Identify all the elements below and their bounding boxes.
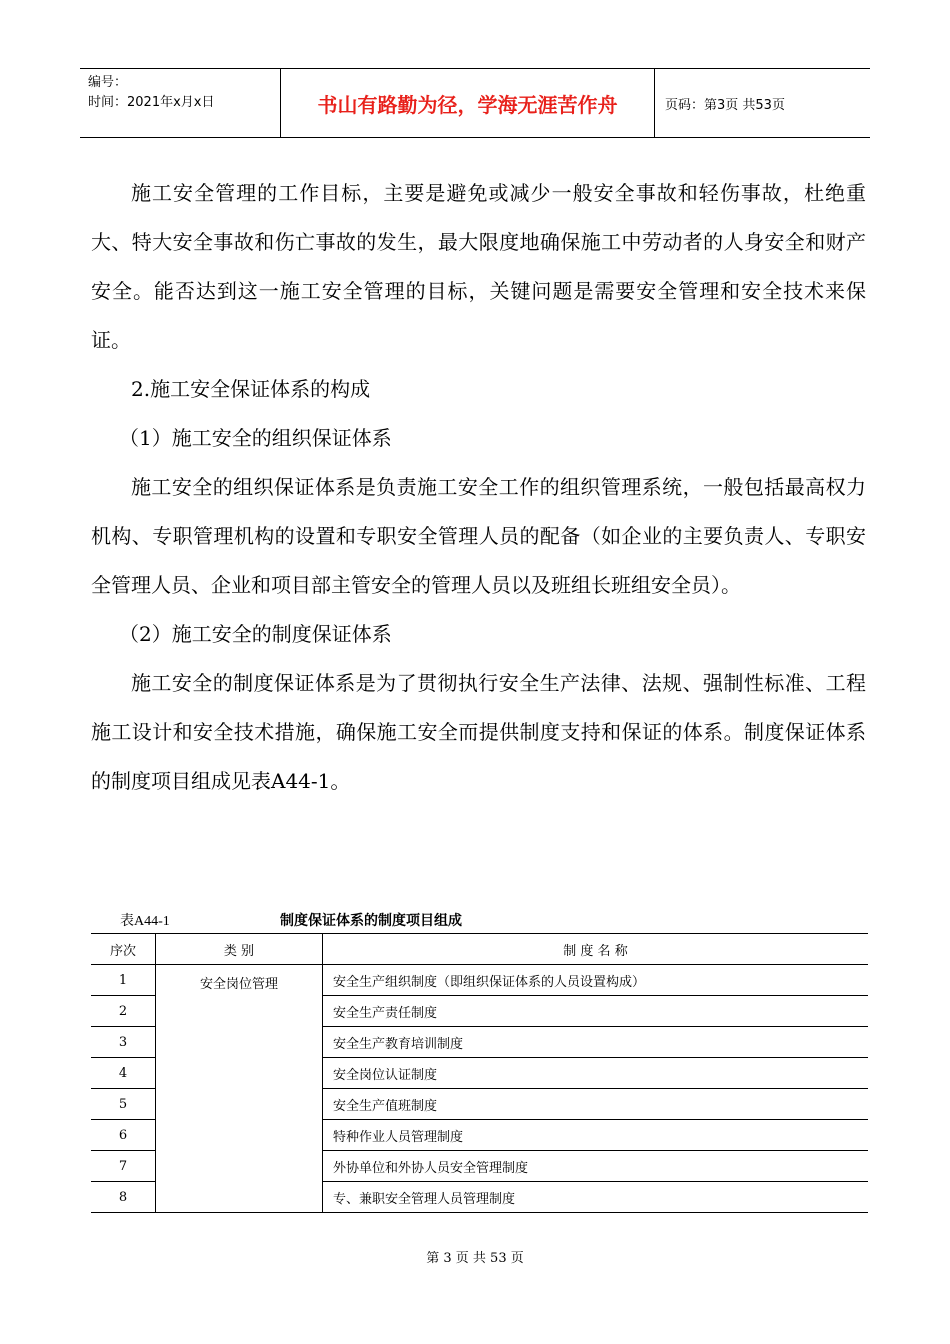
number-label: 编号： [88,75,128,90]
header-category: 类 别 [156,934,323,965]
row-name: 安全生产教育培训制度 [323,1027,869,1058]
table-label: 表A44-1 [120,914,170,929]
row-no: 8 [91,1182,156,1213]
table-caption [120,910,462,930]
row-no: 7 [91,1151,156,1182]
row-name: 专、兼职安全管理人员管理制度 [323,1182,869,1213]
page-header [80,68,870,138]
row-name: 安全生产值班制度 [323,1089,869,1120]
row-category: 安全岗位管理 [156,965,323,1213]
header-meta [80,69,281,137]
header-page-info: 页码：第3页 共53页 [665,97,785,113]
row-name: 安全生产责任制度 [323,996,869,1027]
row-no: 3 [91,1027,156,1058]
document-body [91,169,866,806]
paragraph-goal: 施工安全管理的工作目标，主要是避免或减少一般安全事故和轻伤事故，杜绝重大、特大安全事故和伤亡事故的发生，最大限度地确保施工中劳动者的人身安全和财产安全。能否达到这一施工安全管理的目标，关键问题是需要安全管理和安全技术来保证。 [91,181,866,352]
section-heading: 2.施工安全保证体系的构成 [131,377,371,401]
paragraph-system: 施工安全的制度保证体系是为了贯彻执行安全生产法律、法规、强制性标准、工程施工设计和安全技术措施，确保施工安全而提供制度支持和保证的体系。制度保证体系的制度项目组成见表A44-1。 [91,671,866,793]
row-name: 安全岗位认证制度 [323,1058,869,1089]
page-footer: 第 3 页 共 53 页 [426,1251,524,1266]
date-label: 时间：2021年x月x日 [88,95,215,110]
row-name: 外协单位和外协人员安全管理制度 [323,1151,869,1182]
row-name: 安全生产组织制度（即组织保证体系的人员设置构成） [323,965,869,996]
subsection-heading-organization: （1）施工安全的组织保证体系 [119,426,392,450]
row-no: 2 [91,996,156,1027]
table-row [91,965,868,996]
regulation-table [91,933,868,1213]
paragraph-organization: 施工安全的组织保证体系是负责施工安全工作的组织管理系统，一般包括最高权力机构、专职管理机构的设置和专职安全管理人员的配备（如企业的主要负责人、专职安全管理人员、企业和项目部主管安全的管理人员以及班组长班组安全员）。 [91,475,866,597]
table-title: 制度保证体系的制度项目组成 [280,913,462,929]
row-no: 6 [91,1120,156,1151]
row-name: 特种作业人员管理制度 [323,1120,869,1151]
header-no: 序次 [91,934,156,965]
header-name: 制 度 名 称 [323,934,869,965]
row-no: 5 [91,1089,156,1120]
subsection-heading-system: （2）施工安全的制度保证体系 [119,622,392,646]
row-no: 4 [91,1058,156,1089]
table-header-row [91,934,868,965]
row-no: 1 [91,965,156,996]
header-motto: 书山有路勤为径，学海无涯苦作舟 [281,69,655,137]
